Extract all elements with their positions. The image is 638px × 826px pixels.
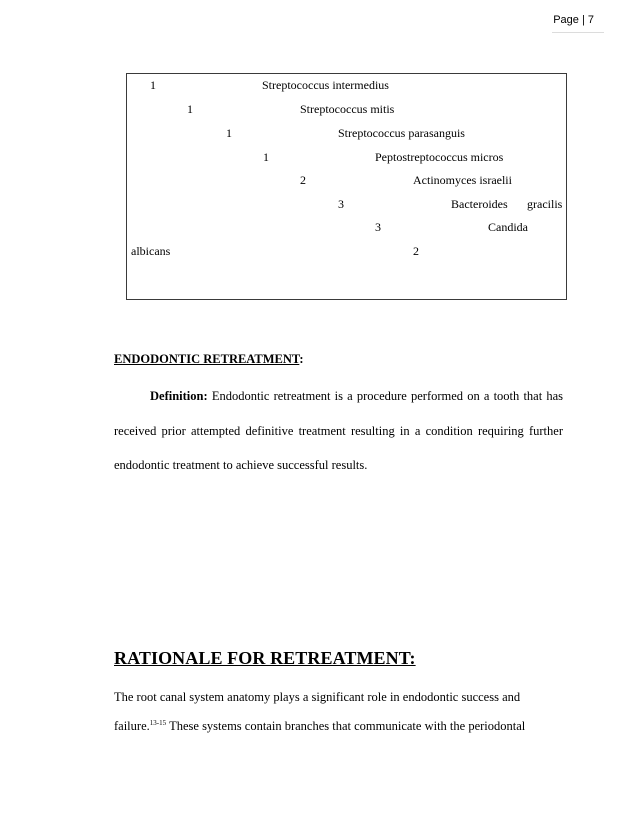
table-row-3-number: 1: [226, 126, 232, 140]
table-row-1-organism: Streptococcus intermedius: [262, 78, 389, 92]
header-divider: [552, 32, 604, 33]
definition-line-1: [150, 389, 563, 404]
rationale-line-2-end: These systems contain branches that communicate with the periodontal: [169, 719, 526, 733]
table-row-5-number: 2: [300, 173, 306, 187]
table-row-7-number: 3: [375, 220, 381, 234]
table-row-2-organism: Streptococcus mitis: [300, 102, 395, 116]
page-number-header: Page | 7: [553, 14, 594, 26]
table-row-1-number: 1: [150, 78, 156, 92]
table-row-7-organism: Candida: [488, 220, 528, 234]
rationale-line-2-start: failure.: [114, 719, 150, 733]
rationale-line-1: The root canal system anatomy plays a significant role in endodontic success and: [114, 690, 521, 704]
definition-text-1: Endodontic retreatment is a procedure performed on a tooth that has: [211, 389, 564, 403]
table-wrap-text: albicans: [131, 244, 171, 258]
table-row-2-number: 1: [187, 102, 193, 116]
rationale-heading: RATIONALE FOR RETREATMENT:: [114, 648, 416, 668]
definition-line-2: received prior attempted definitive treatment resulting in a condition requiring further: [114, 424, 563, 438]
table-wrap-number: 2: [413, 244, 419, 258]
heading-text: ENDODONTIC RETREATMENT: [114, 352, 300, 366]
definition-line-3: endodontic treatment to achieve successful results.: [114, 458, 368, 472]
table-row-5-organism: Actinomyces israelii: [413, 173, 512, 187]
endodontic-retreatment-heading: [114, 352, 304, 367]
citation-superscript: 13-15: [149, 719, 167, 727]
table-row-4-organism: Peptostreptococcus micros: [375, 150, 504, 164]
table-row-6-organism-tail: gracilis: [527, 197, 563, 211]
table-row-4-number: 1: [263, 150, 269, 164]
table-row-3-organism: Streptococcus parasanguis: [338, 126, 465, 140]
table-row-6-organism: Bacteroides: [451, 197, 508, 211]
heading-colon: :: [299, 352, 304, 366]
rationale-line-2: [114, 719, 525, 734]
definition-label: Definition:: [150, 389, 208, 403]
table-row-6-number: 3: [338, 197, 344, 211]
